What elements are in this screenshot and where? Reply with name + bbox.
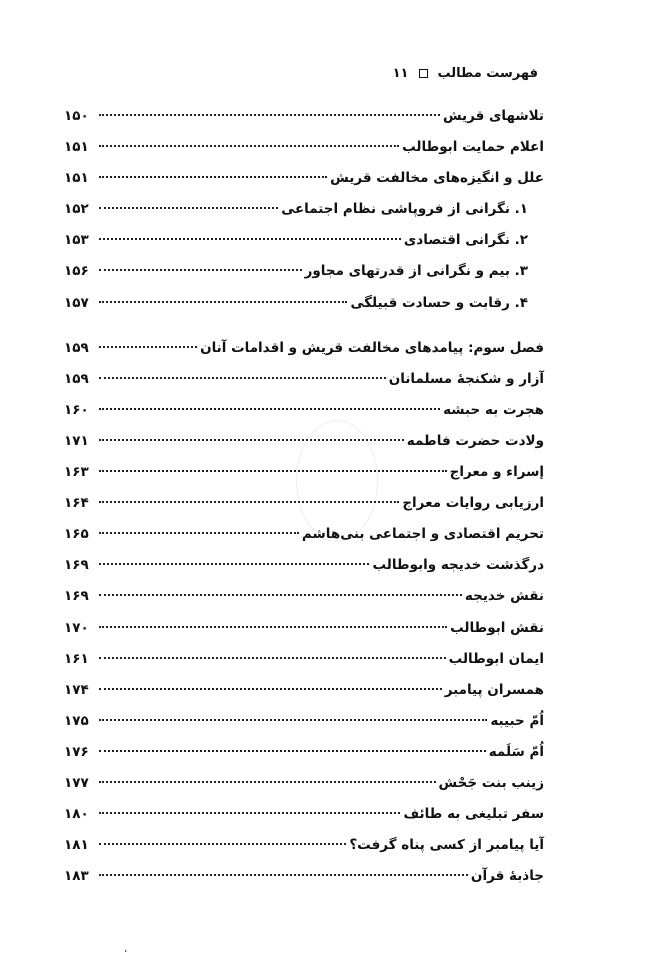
toc-entry-title: علل و انگیزه‌های مخالفت قریش bbox=[330, 170, 544, 187]
toc-entry bbox=[64, 464, 544, 495]
toc-entry-page: ۱۷۵ bbox=[64, 712, 89, 729]
toc-entry-page: ۱۷۴ bbox=[64, 681, 89, 698]
dot-leader bbox=[99, 501, 399, 503]
toc-entry bbox=[64, 433, 544, 464]
dot-leader bbox=[99, 176, 327, 178]
toc-entry bbox=[64, 806, 544, 837]
dot-leader bbox=[99, 688, 442, 690]
toc-entry-page: ۱۸۰ bbox=[64, 806, 89, 823]
toc-entry-title: نقش ابوطالب bbox=[450, 619, 544, 636]
dot-leader bbox=[99, 874, 468, 876]
toc-entry-title: تحریم اقتصادی و اجتماعی بنی‌هاشم bbox=[301, 526, 544, 543]
toc-entry-page: ۱۶۱ bbox=[64, 650, 89, 667]
dot-leader bbox=[99, 114, 440, 116]
page-mark: ، bbox=[124, 944, 128, 955]
toc-entry-page: ۱۵۹ bbox=[64, 339, 89, 356]
toc-entry-title: ۱. نگرانی از فروپاشی نظام اجتماعی bbox=[281, 201, 528, 218]
toc-entry-title: درگذشت خدیجه وابوطالب bbox=[372, 557, 544, 574]
toc-entry-page: ۱۷۶ bbox=[64, 743, 89, 760]
toc-entry bbox=[64, 868, 544, 899]
toc-entry bbox=[64, 139, 544, 170]
dot-leader bbox=[99, 532, 299, 534]
toc-entry-title: جاذبهٔ قرآن bbox=[470, 868, 544, 885]
dot-leader bbox=[99, 719, 487, 721]
toc-entry bbox=[64, 588, 544, 619]
toc-entry-page: ۱۵۰ bbox=[64, 108, 89, 124]
toc-entry-title: اُمّ سَلَمه bbox=[488, 743, 544, 760]
toc-entry bbox=[64, 371, 544, 402]
toc-entry-page: ۱۵۹ bbox=[64, 370, 89, 387]
toc-entry-page: ۱۵۲ bbox=[64, 201, 89, 218]
toc-entry-page: ۱۵۷ bbox=[64, 294, 89, 311]
header-title: فهرست مطالب bbox=[437, 65, 538, 81]
dot-leader bbox=[99, 563, 369, 565]
dot-leader bbox=[99, 269, 302, 271]
toc-entry-page: ۱۶۵ bbox=[64, 526, 89, 543]
toc-entry-page: ۱۶۴ bbox=[64, 495, 89, 512]
toc-entry-title: نقش خدیجه bbox=[464, 588, 544, 605]
toc-entry-title: ولادت حضرت فاطمه bbox=[406, 432, 544, 449]
toc-entry bbox=[64, 620, 544, 651]
toc-entry bbox=[64, 295, 544, 326]
toc-entry-title: إسراء و معراج bbox=[449, 464, 544, 481]
toc-entry-title: اُمّ حبیبه bbox=[490, 712, 544, 729]
toc-entry-page: ۱۶۰ bbox=[64, 401, 89, 418]
dot-leader bbox=[99, 812, 400, 814]
toc-entry-title: ۴. رقابت و حسادت قبیلگی bbox=[350, 294, 528, 311]
toc-entry-title: زینب بنت جَحْش bbox=[438, 774, 544, 791]
toc-entry-page: ۱۶۹ bbox=[64, 557, 89, 574]
toc-entry-page: ۱۵۱ bbox=[64, 170, 89, 187]
toc-entry bbox=[64, 744, 544, 775]
toc-entry bbox=[64, 526, 544, 557]
square-separator-icon bbox=[419, 69, 428, 78]
table-of-contents bbox=[64, 108, 544, 899]
dot-leader bbox=[99, 207, 278, 209]
toc-entry-page: ۱۸۱ bbox=[64, 837, 89, 854]
toc-entry bbox=[64, 201, 544, 232]
dot-leader bbox=[99, 346, 197, 348]
toc-entry-title: فصل سوم: پیامدهای مخالفت قریش و اقدامات آنان bbox=[200, 339, 544, 356]
dot-leader bbox=[99, 657, 446, 659]
dot-leader bbox=[99, 750, 486, 752]
toc-entry-title: ۳. بیم و نگرانی از قدرتهای مجاور bbox=[304, 263, 528, 280]
header-page-number: ۱۱ bbox=[392, 65, 409, 81]
toc-entry-title: آزار و شکنجهٔ مسلمانان bbox=[388, 370, 544, 387]
toc-entry-page: ۱۸۳ bbox=[64, 868, 89, 885]
toc-entry bbox=[64, 232, 544, 263]
toc-entry bbox=[64, 263, 544, 294]
page-header bbox=[68, 62, 538, 84]
toc-entry-title: ارزیابی روایات معراج bbox=[402, 495, 544, 512]
dot-leader bbox=[99, 377, 386, 379]
dot-leader bbox=[99, 626, 447, 628]
toc-entry-title: سفر تبلیغی به طائف bbox=[403, 806, 544, 823]
toc-entry-title: تلاشهای قریش bbox=[442, 108, 544, 124]
toc-entry-title: اعلام حمایت ابوطالب bbox=[402, 139, 544, 156]
dot-leader bbox=[99, 843, 346, 845]
toc-entry-title: ۲. نگرانی اقتصادی bbox=[403, 232, 528, 249]
toc-entry-page: ۱۵۱ bbox=[64, 139, 89, 156]
toc-entry bbox=[64, 170, 544, 201]
toc-entry-page: ۱۵۳ bbox=[64, 232, 89, 249]
toc-entry-title: هجرت به حبشه bbox=[443, 401, 544, 418]
toc-entry-page: ۱۷۷ bbox=[64, 774, 89, 791]
toc-entry bbox=[64, 651, 544, 682]
toc-entry bbox=[64, 713, 544, 744]
dot-leader bbox=[99, 145, 399, 147]
toc-entry-page: ۱۷۰ bbox=[64, 619, 89, 636]
toc-entry-page: ۱۵۶ bbox=[64, 263, 89, 280]
dot-leader bbox=[99, 301, 347, 303]
toc-entry-title: همسران پیامبر bbox=[444, 681, 544, 698]
dot-leader bbox=[99, 408, 440, 410]
toc-entry bbox=[64, 837, 544, 868]
toc-entry-page: ۱۶۹ bbox=[64, 588, 89, 605]
toc-entry-page: ۱۶۳ bbox=[64, 464, 89, 481]
toc-entry-title: ایمان ابوطالب bbox=[448, 650, 544, 667]
dot-leader bbox=[99, 594, 462, 596]
toc-section-heading bbox=[64, 340, 544, 371]
toc-entry bbox=[64, 108, 544, 139]
toc-entry bbox=[64, 682, 544, 713]
dot-leader bbox=[99, 238, 401, 240]
dot-leader bbox=[99, 439, 404, 441]
toc-entry bbox=[64, 402, 544, 433]
dot-leader bbox=[99, 470, 447, 472]
toc-entry bbox=[64, 495, 544, 526]
toc-entry-title: آیا پیامبر از کسی پناه گرفت؟ bbox=[349, 837, 544, 854]
toc-entry bbox=[64, 775, 544, 806]
dot-leader bbox=[99, 781, 436, 783]
toc-entry-page: ۱۷۱ bbox=[64, 432, 89, 449]
toc-entry bbox=[64, 557, 544, 588]
